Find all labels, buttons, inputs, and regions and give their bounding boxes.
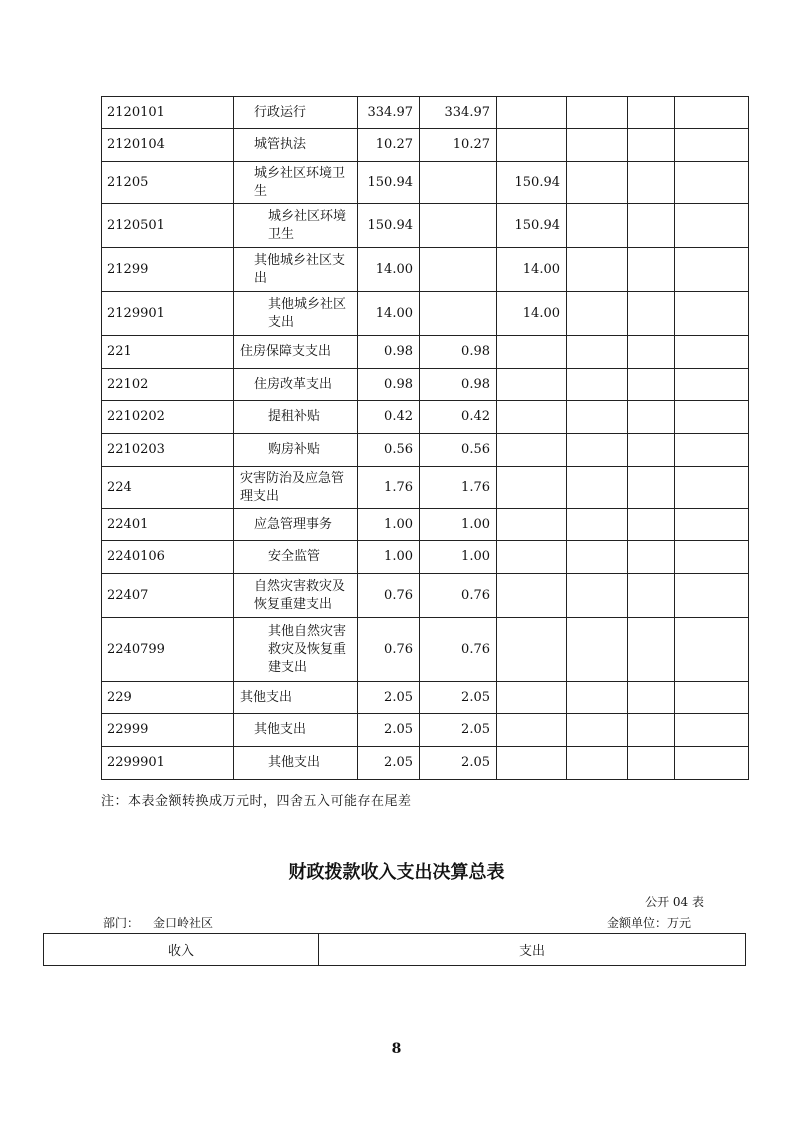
row-total: 2.05: [358, 747, 420, 780]
row-project: [497, 574, 567, 618]
row-empty-cell: [567, 434, 628, 467]
table-row: [102, 369, 749, 401]
table-row: [102, 541, 749, 574]
row-total: 0.76: [358, 618, 420, 682]
row-basic: 2.05: [420, 747, 497, 780]
row-empty-cell: [675, 682, 749, 714]
row-name: 安全监管: [234, 541, 358, 574]
row-project: [497, 747, 567, 780]
header-expenditure: 支出: [319, 934, 746, 966]
row-empty-cell: [628, 97, 675, 129]
row-empty-cell: [675, 714, 749, 747]
row-basic: 1.76: [420, 467, 497, 509]
row-empty-cell: [675, 97, 749, 129]
expenditure-table-body: [102, 97, 749, 780]
table-row: [102, 509, 749, 541]
row-total: 334.97: [358, 97, 420, 129]
row-name: 灾害防治及应急管理支出: [234, 467, 358, 509]
row-empty-cell: [628, 618, 675, 682]
row-code: 224: [102, 467, 234, 509]
row-empty-cell: [628, 434, 675, 467]
row-basic: 334.97: [420, 97, 497, 129]
row-empty-cell: [567, 204, 628, 248]
row-empty-cell: [567, 336, 628, 369]
row-name: 自然灾害救灾及恢复重建支出: [234, 574, 358, 618]
row-code: 22401: [102, 509, 234, 541]
row-empty-cell: [628, 204, 675, 248]
row-project: [497, 467, 567, 509]
row-empty-cell: [567, 714, 628, 747]
department-label: 部门：: [103, 916, 140, 930]
row-empty-cell: [675, 129, 749, 162]
row-empty-cell: [567, 747, 628, 780]
row-empty-cell: [675, 509, 749, 541]
row-empty-cell: [675, 467, 749, 509]
row-total: 14.00: [358, 292, 420, 336]
row-project: 150.94: [497, 162, 567, 204]
row-project: [497, 509, 567, 541]
row-code: 2240799: [102, 618, 234, 682]
row-total: 150.94: [358, 204, 420, 248]
row-name: 住房保障支支出: [234, 336, 358, 369]
row-name: 住房改革支出: [234, 369, 358, 401]
row-project: 14.00: [497, 248, 567, 292]
row-empty-cell: [628, 467, 675, 509]
row-basic: 1.00: [420, 509, 497, 541]
row-empty-cell: [567, 682, 628, 714]
table-row: [102, 574, 749, 618]
row-code: 229: [102, 682, 234, 714]
row-basic: 0.42: [420, 401, 497, 434]
row-basic: 1.00: [420, 541, 497, 574]
row-empty-cell: [675, 369, 749, 401]
row-empty-cell: [628, 162, 675, 204]
row-basic: 2.05: [420, 714, 497, 747]
row-empty-cell: [628, 541, 675, 574]
department-value: 金口岭社区: [153, 916, 214, 930]
row-empty-cell: [567, 401, 628, 434]
row-project: [497, 618, 567, 682]
row-empty-cell: [628, 574, 675, 618]
row-total: 2.05: [358, 714, 420, 747]
table-note: 注：本表金额转换成万元时，四舍五入可能存在尾差: [101, 794, 412, 809]
row-empty-cell: [628, 248, 675, 292]
row-code: 2299901: [102, 747, 234, 780]
table-row: [102, 292, 749, 336]
row-code: 21299: [102, 248, 234, 292]
expenditure-table: [101, 96, 749, 780]
row-name: 行政运行: [234, 97, 358, 129]
row-code: 2120501: [102, 204, 234, 248]
row-project: [497, 369, 567, 401]
row-name: 城管执法: [234, 129, 358, 162]
row-empty-cell: [628, 401, 675, 434]
row-name: 城乡社区环境卫生: [234, 162, 358, 204]
row-code: 22999: [102, 714, 234, 747]
row-empty-cell: [675, 248, 749, 292]
row-project: [497, 336, 567, 369]
row-project: [497, 97, 567, 129]
table-row: [102, 204, 749, 248]
row-code: 2210203: [102, 434, 234, 467]
row-code: 2210202: [102, 401, 234, 434]
page-number: 8: [391, 1041, 402, 1057]
row-name: 城乡社区环境卫生: [234, 204, 358, 248]
row-basic: 0.56: [420, 434, 497, 467]
row-empty-cell: [567, 618, 628, 682]
row-empty-cell: [675, 292, 749, 336]
row-project: [497, 434, 567, 467]
row-code: 2120104: [102, 129, 234, 162]
row-project: 14.00: [497, 292, 567, 336]
table-row: [102, 401, 749, 434]
row-project: [497, 401, 567, 434]
row-empty-cell: [567, 97, 628, 129]
row-basic: 2.05: [420, 682, 497, 714]
row-empty-cell: [628, 292, 675, 336]
row-empty-cell: [567, 129, 628, 162]
row-empty-cell: [675, 618, 749, 682]
row-empty-cell: [675, 574, 749, 618]
row-total: 1.76: [358, 467, 420, 509]
row-empty-cell: [567, 292, 628, 336]
row-project: [497, 682, 567, 714]
row-total: 10.27: [358, 129, 420, 162]
row-empty-cell: [675, 434, 749, 467]
row-code: 2129901: [102, 292, 234, 336]
row-total: 0.76: [358, 574, 420, 618]
row-basic: 0.98: [420, 369, 497, 401]
form-code: 公开 04 表: [645, 895, 704, 909]
row-empty-cell: [628, 682, 675, 714]
row-name: 其他自然灾害救灾及恢复重建支出: [234, 618, 358, 682]
row-empty-cell: [567, 509, 628, 541]
table-row: [102, 434, 749, 467]
row-total: 2.05: [358, 682, 420, 714]
row-basic: [420, 292, 497, 336]
row-total: 150.94: [358, 162, 420, 204]
row-basic: 0.76: [420, 618, 497, 682]
row-basic: 0.98: [420, 336, 497, 369]
row-name: 其他城乡社区支出: [234, 248, 358, 292]
row-project: 150.94: [497, 204, 567, 248]
row-empty-cell: [675, 401, 749, 434]
fiscal-summary-table: [43, 933, 746, 966]
header-income: 收入: [44, 934, 319, 966]
table-row: [102, 336, 749, 369]
row-empty-cell: [628, 747, 675, 780]
row-code: 2240106: [102, 541, 234, 574]
table-row: [102, 248, 749, 292]
row-empty-cell: [567, 369, 628, 401]
row-empty-cell: [628, 369, 675, 401]
row-name: 应急管理事务: [234, 509, 358, 541]
row-empty-cell: [567, 162, 628, 204]
row-project: [497, 714, 567, 747]
row-basic: 10.27: [420, 129, 497, 162]
row-code: 22102: [102, 369, 234, 401]
row-basic: [420, 204, 497, 248]
row-name: 提租补贴: [234, 401, 358, 434]
row-code: 21205: [102, 162, 234, 204]
row-empty-cell: [567, 541, 628, 574]
row-total: 14.00: [358, 248, 420, 292]
row-empty-cell: [567, 574, 628, 618]
row-basic: [420, 162, 497, 204]
table-row: [102, 162, 749, 204]
table-row: [102, 129, 749, 162]
row-total: 0.98: [358, 369, 420, 401]
row-project: [497, 541, 567, 574]
row-basic: [420, 248, 497, 292]
row-total: 0.42: [358, 401, 420, 434]
table-row: [102, 747, 749, 780]
row-name: 其他支出: [234, 714, 358, 747]
amount-unit: 金额单位：万元: [606, 916, 691, 930]
row-name: 其他城乡社区支出: [234, 292, 358, 336]
row-empty-cell: [675, 204, 749, 248]
row-code: 22407: [102, 574, 234, 618]
row-empty-cell: [628, 509, 675, 541]
table-row: [102, 467, 749, 509]
table-row: [102, 618, 749, 682]
row-name: 购房补贴: [234, 434, 358, 467]
table-row: [102, 714, 749, 747]
row-empty-cell: [675, 162, 749, 204]
row-total: 1.00: [358, 541, 420, 574]
row-empty-cell: [628, 129, 675, 162]
row-total: 0.98: [358, 336, 420, 369]
row-total: 1.00: [358, 509, 420, 541]
row-empty-cell: [628, 714, 675, 747]
row-project: [497, 129, 567, 162]
row-empty-cell: [628, 336, 675, 369]
row-name: 其他支出: [234, 682, 358, 714]
row-code: 2120101: [102, 97, 234, 129]
table-row: [102, 682, 749, 714]
row-name: 其他支出: [234, 747, 358, 780]
table-row: [102, 97, 749, 129]
row-empty-cell: [675, 336, 749, 369]
row-basic: 0.76: [420, 574, 497, 618]
row-empty-cell: [675, 541, 749, 574]
row-empty-cell: [567, 248, 628, 292]
row-total: 0.56: [358, 434, 420, 467]
fiscal-summary-header-row: [44, 934, 746, 966]
row-code: 221: [102, 336, 234, 369]
row-empty-cell: [567, 467, 628, 509]
section-title: 财政拨款收入支出决算总表: [288, 862, 505, 883]
row-empty-cell: [675, 747, 749, 780]
